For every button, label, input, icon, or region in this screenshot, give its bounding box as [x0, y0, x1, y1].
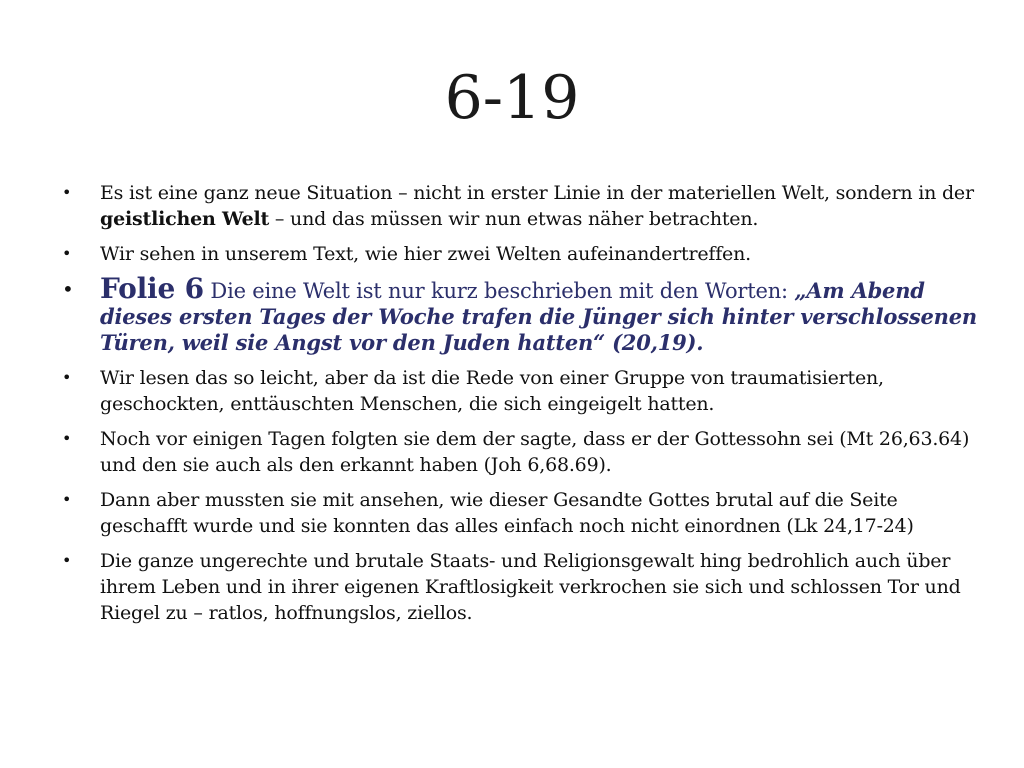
- folie-quote: „Am Abend dieses ersten Tages der Woche trafen die Jünger sich hinter verschlossenen Türen, weil sie Angst vor den Juden hatten“ (20,19).: [100, 278, 977, 355]
- bullet-text: Noch vor einigen Tagen folgten sie dem der sagte, dass er der Gottessohn sei (Mt 26,63.64) und den sie auch als den erkannt haben (Joh 6,68.69).: [100, 428, 970, 476]
- bullet-text: – und das müssen wir nun etwas näher betrachten.: [269, 208, 759, 230]
- folie-text: Die eine Welt ist nur kurz beschrieben mit den Worten:: [203, 279, 795, 303]
- bullet-text: Dann aber mussten sie mit ansehen, wie dieser Gesandte Gottes brutal auf die Seite geschafft wurde und sie konnten das alles einfach noch nicht einordnen (Lk 24,17-24): [100, 489, 914, 537]
- bullet-dot-icon: •: [62, 551, 72, 570]
- bullet-item: [60, 365, 980, 417]
- bullet-dot-icon: •: [62, 244, 72, 263]
- bullet-text: Die ganze ungerechte und brutale Staats- und Religionsgewalt hing bedrohlich auch über ihrem Leben und in ihrer eigenen Kraftlosigkeit verkrochen sie sich und schlossen Tor und Riegel zu – ratlos, hoffnungslos, ziellos.: [100, 550, 961, 624]
- bullet-item: [60, 426, 980, 478]
- bullet-bold-text: geistlichen Welt: [100, 208, 270, 230]
- bullet-item: [60, 241, 980, 267]
- slide-title: 6-19: [444, 63, 580, 133]
- bullet-item: [60, 548, 980, 626]
- bullet-text: Wir lesen das so leicht, aber da ist die Rede von einer Gruppe von traumatisierten, geschockten, enttäuschten Menschen, die sich eingeigelt hatten.: [100, 367, 884, 415]
- bullet-item: [60, 487, 980, 539]
- bullet-item-folie: [60, 272, 980, 356]
- bullet-text: Es ist eine ganz neue Situation – nicht in erster Linie in der materiellen Welt, sondern in der: [100, 182, 974, 204]
- bullet-item: [60, 180, 980, 232]
- folie-label: Folie 6: [100, 272, 204, 305]
- bullet-dot-icon: •: [62, 368, 72, 387]
- bullet-dot-icon: •: [62, 183, 72, 202]
- bullet-dot-icon: •: [62, 277, 74, 301]
- bullet-dot-icon: •: [62, 490, 72, 509]
- bullet-dot-icon: •: [62, 429, 72, 448]
- bullet-list: [60, 180, 980, 635]
- bullet-text: Wir sehen in unserem Text, wie hier zwei Welten aufeinandertreffen.: [100, 243, 751, 265]
